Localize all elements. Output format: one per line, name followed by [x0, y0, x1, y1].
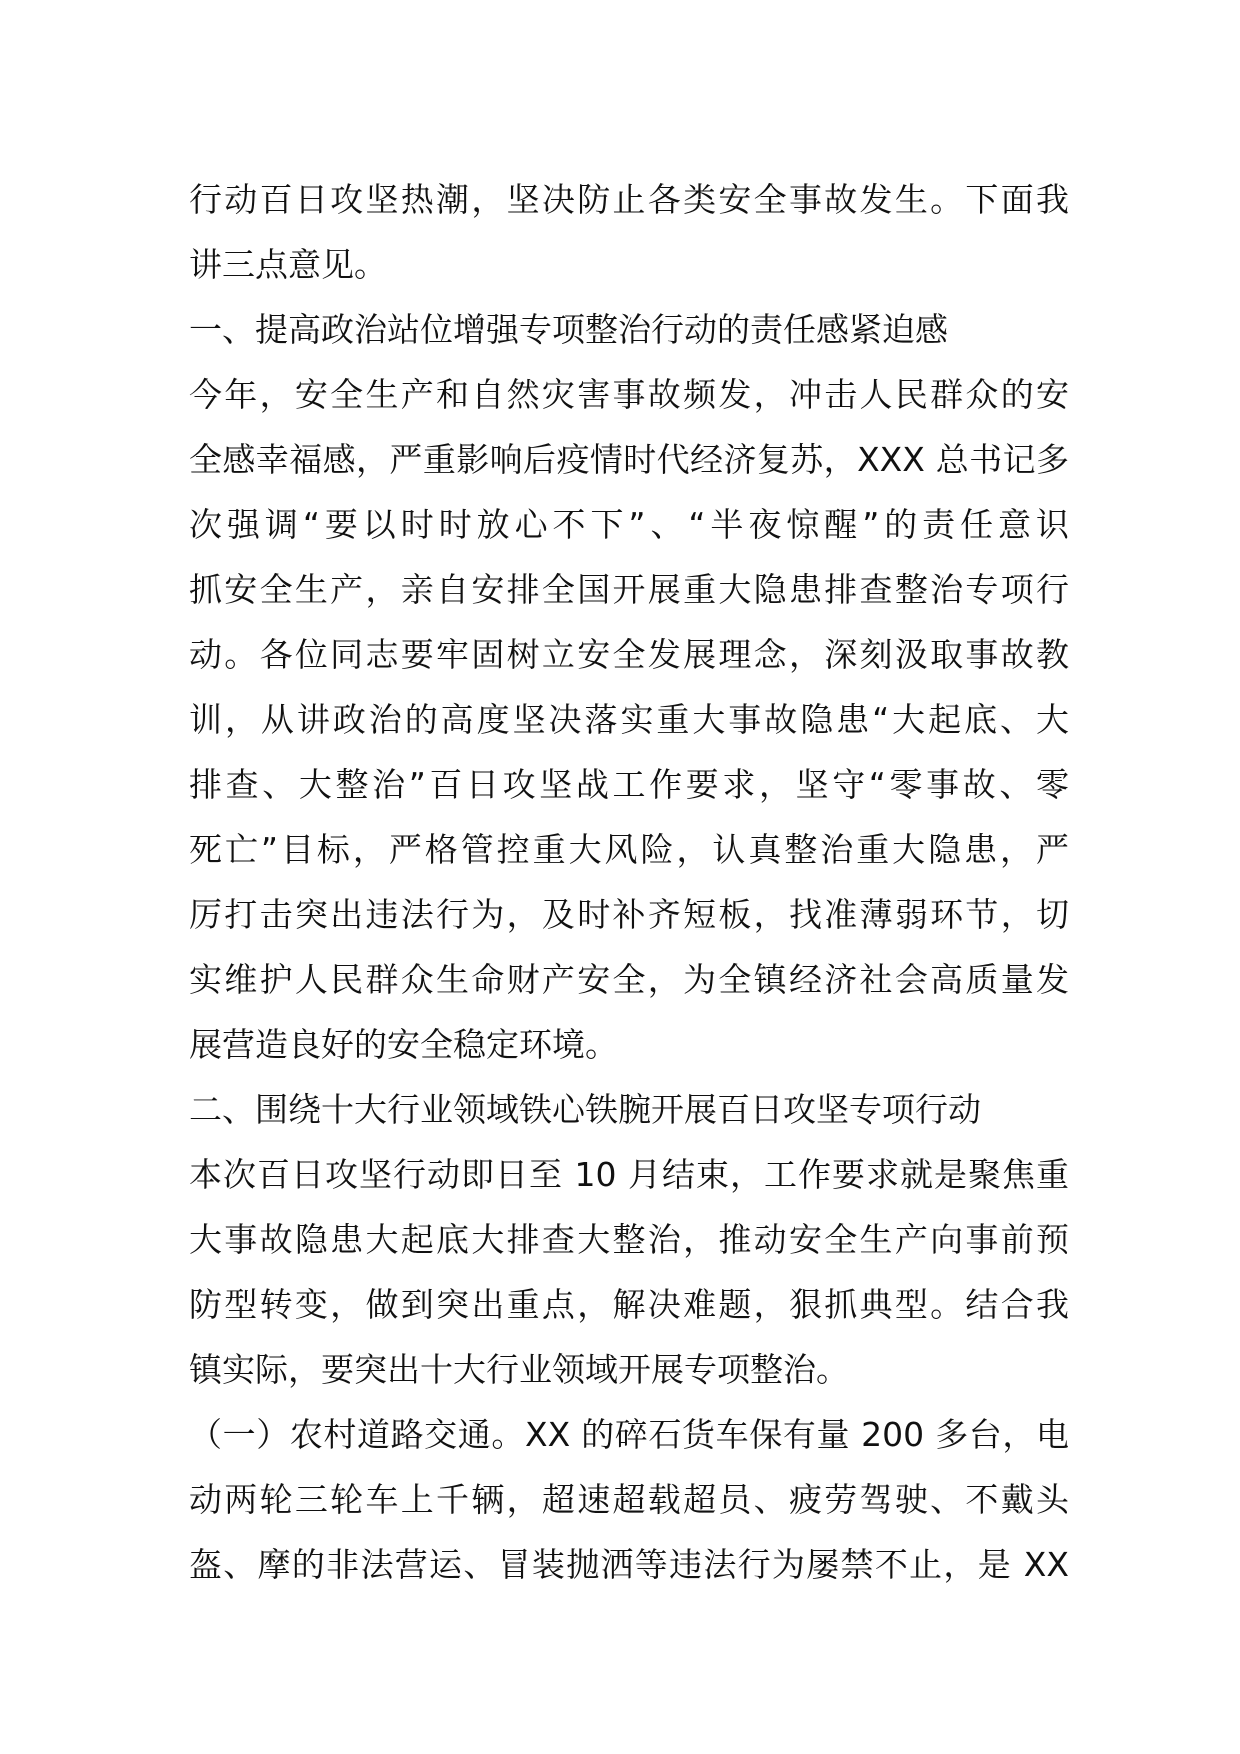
- text-line: 防型转变，做到突出重点，解决难题，狠抓典型。结合我: [189, 1285, 1069, 1324]
- text-line: 本次百日攻坚行动即日至 10 月结束，工作要求就是聚焦重: [189, 1155, 1069, 1194]
- text-line: 镇实际，要突出十大行业领域开展专项整治。: [189, 1350, 849, 1389]
- text-line: 死亡”目标，严格管控重大风险，认真整治重大隐患，严: [189, 830, 1069, 869]
- text-line: 排查、大整治”百日攻坚战工作要求，坚守“零事故、零: [189, 765, 1069, 804]
- text-line: 实维护人民群众生命财产安全，为全镇经济社会高质量发: [189, 960, 1069, 999]
- document-body: [189, 167, 1069, 1597]
- text-line: 今年，安全生产和自然灾害事故频发，冲击人民群众的安: [189, 375, 1069, 414]
- text-line: 次强调“要以时时放心不下”、“半夜惊醒”的责任意识: [189, 505, 1069, 544]
- text-line: 行动百日攻坚热潮，坚决防止各类安全事故发生。下面我: [189, 180, 1069, 219]
- text-line: 盔、摩的非法营运、冒装抛洒等违法行为屡禁不止，是 XX: [189, 1545, 1069, 1584]
- text-line: 动。各位同志要牢固树立安全发展理念，深刻汲取事故教: [189, 635, 1069, 674]
- text-line: 大事故隐患大起底大排查大整治，推动安全生产向事前预: [189, 1220, 1069, 1259]
- text-line: 厉打击突出违法行为，及时补齐短板，找准薄弱环节，切: [189, 895, 1069, 934]
- text-line: 全感幸福感，严重影响后疫情时代经济复苏，XXX 总书记多: [189, 440, 1069, 479]
- text-line: 抓安全生产，亲自安排全国开展重大隐患排查整治专项行: [189, 570, 1069, 609]
- text-line: 训，从讲政治的高度坚决落实重大事故隐患“大起底、大: [189, 700, 1069, 739]
- text-line: 动两轮三轮车上千辆，超速超载超员、疲劳驾驶、不戴头: [189, 1480, 1069, 1519]
- section-heading: 一、提高政治站位增强专项整治行动的责任感紧迫感: [189, 310, 948, 349]
- text-line: 展营造良好的安全稳定环境。: [189, 1025, 618, 1064]
- text-line: 讲三点意见。: [189, 245, 387, 284]
- section-heading: 二、围绕十大行业领域铁心铁腕开展百日攻坚专项行动: [189, 1090, 981, 1129]
- text-line: （一）农村道路交通。XX 的碎石货车保有量 200 多台，电: [189, 1415, 1069, 1454]
